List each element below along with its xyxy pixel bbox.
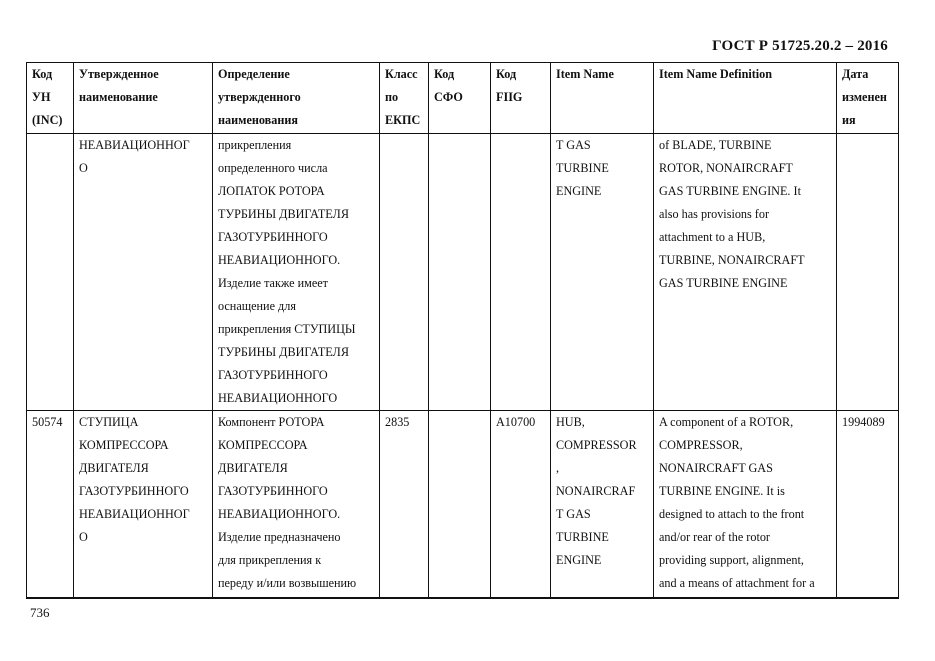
col-header-name-definition: Определение утвержденного наименования [213, 63, 380, 134]
col-header-sfo-code: Код СФО [429, 63, 491, 134]
cell-name-definition: Компонент РОТОРА КОМПРЕССОРА ДВИГАТЕЛЯ ГАЗОТУРБИННОГО НЕАВИАЦИОННОГО. Изделие предназначено для прикрепления к переду и/или возвышению [213, 411, 380, 599]
table-header-row [27, 63, 899, 134]
cell-approved-name: СТУПИЦА КОМПРЕССОРА ДВИГАТЕЛЯ ГАЗОТУРБИННОГО НЕАВИАЦИОННОГ О [74, 411, 213, 599]
cell-ekps-class: 2835 [380, 411, 429, 599]
cell-fiig-code: A10700 [491, 411, 551, 599]
cell-item-name-definition: A component of a ROTOR, COMPRESSOR, NONAIRCRAFT GAS TURBINE ENGINE. It is designed to attach to the front and/or rear of the rotor providing support, alignment, and a means of attachment for a [654, 411, 837, 599]
cell-sfo-code [429, 134, 491, 411]
col-header-ekps-class: Класс по ЕКПС [380, 63, 429, 134]
col-header-approved-name: Утвержденное наименование [74, 63, 213, 134]
cell-change-date [837, 134, 899, 411]
cell-approved-name: НЕАВИАЦИОННОГ О [74, 134, 213, 411]
col-header-inc-code: Код УН (INC) [27, 63, 74, 134]
col-header-item-name-definition: Item Name Definition [654, 63, 837, 134]
cell-ekps-class [380, 134, 429, 411]
cell-name-definition: прикрепления определенного числа ЛОПАТОК РОТОРА ТУРБИНЫ ДВИГАТЕЛЯ ГАЗОТУРБИННОГО НЕАВИАЦИОННОГО. Изделие также имеет оснащение для прикрепления СТУПИЦЫ ТУРБИНЫ ДВИГАТЕЛЯ ГАЗОТУРБИННОГО НЕАВИАЦИОННОГО [213, 134, 380, 411]
cell-item-name-definition: of BLADE, TURBINE ROTOR, NONAIRCRAFT GAS TURBINE ENGINE. It also has provisions for attachment to a HUB, TURBINE, NONAIRCRAFT GAS TURBINE ENGINE [654, 134, 837, 411]
cell-inc-code: 50574 [27, 411, 74, 599]
cell-inc-code [27, 134, 74, 411]
col-header-fiig-code: Код FIIG [491, 63, 551, 134]
cell-item-name: T GAS TURBINE ENGINE [551, 134, 654, 411]
cell-fiig-code [491, 134, 551, 411]
table-row [27, 134, 899, 411]
col-header-item-name: Item Name [551, 63, 654, 134]
cell-change-date: 1994089 [837, 411, 899, 599]
cell-sfo-code [429, 411, 491, 599]
table-row [27, 411, 899, 599]
cell-item-name: HUB, COMPRESSOR , NONAIRCRAF T GAS TURBINE ENGINE [551, 411, 654, 599]
item-name-registry-table [26, 62, 899, 599]
standard-code-header: ГОСТ Р 51725.20.2 – 2016 [712, 38, 888, 54]
col-header-change-date: Дата изменен ия [837, 63, 899, 134]
page-number: 736 [30, 605, 50, 620]
